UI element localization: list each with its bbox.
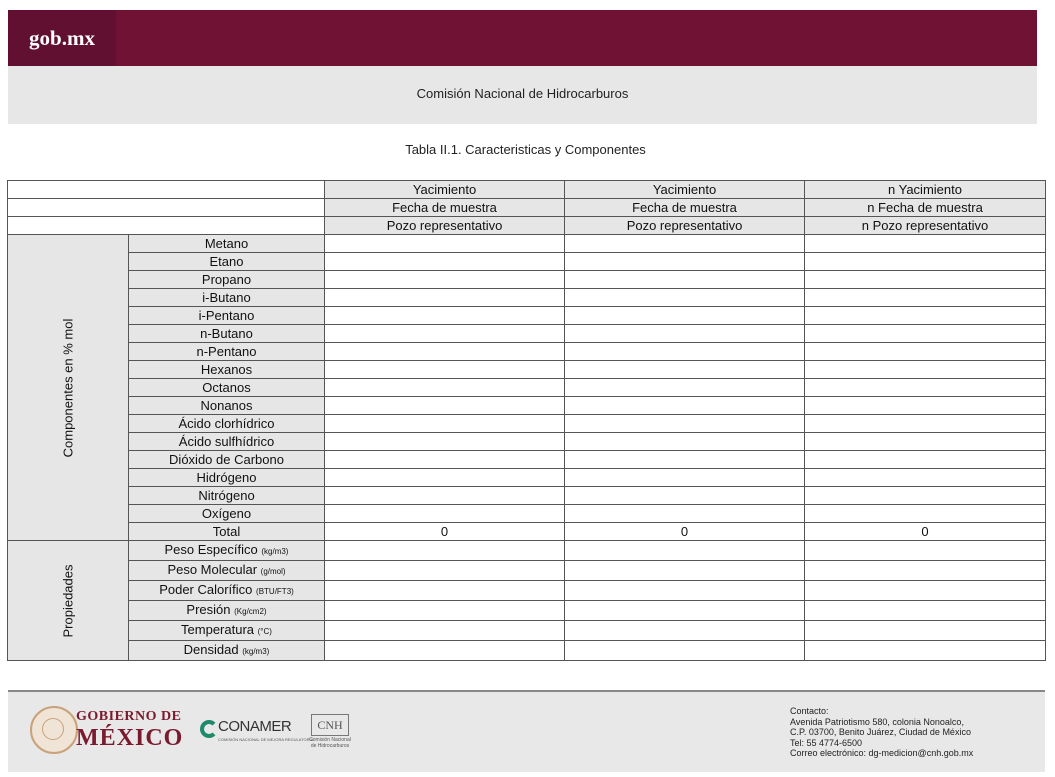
gobmx-logo[interactable]: gob.mx (8, 10, 116, 66)
property-name: Presión (186, 602, 231, 617)
header-yacimiento-cell: Yacimiento (325, 181, 565, 199)
property-value-cell[interactable] (805, 561, 1046, 581)
contact-label: Contacto: (790, 706, 829, 716)
component-row (8, 451, 1046, 469)
cnh-logo: CNH (311, 714, 349, 736)
institution-name: Comisión Nacional de Hidrocarburos (8, 66, 1037, 124)
component-value-cell[interactable] (565, 235, 805, 253)
component-value-cell[interactable] (805, 235, 1046, 253)
component-value-cell[interactable] (565, 433, 805, 451)
header-row-yacimiento (8, 181, 1046, 199)
component-value-cell[interactable] (325, 361, 565, 379)
property-name: Peso Molecular (167, 562, 258, 577)
property-value-cell[interactable] (805, 581, 1046, 601)
component-name: Ácido sulfhídrico (129, 433, 325, 451)
header-fecha-cell: Fecha de muestra (325, 199, 565, 217)
component-name: Metano (129, 235, 325, 253)
property-value-cell[interactable] (805, 541, 1046, 561)
header-pozo-cell: n Pozo representativo (805, 217, 1046, 235)
property-unit: (kg/m3) (261, 547, 289, 556)
property-value-cell[interactable] (565, 641, 805, 661)
cnh-subtitle: Comisión Nacional de Hidrocarburos (309, 737, 351, 749)
component-row (8, 343, 1046, 361)
property-value-cell[interactable] (325, 541, 565, 561)
total-row (8, 523, 1046, 541)
component-row (8, 253, 1046, 271)
property-name-cell (129, 581, 325, 601)
component-row (8, 379, 1046, 397)
components-group-text: Componentes en % mol (60, 318, 76, 457)
component-value-cell[interactable] (565, 361, 805, 379)
component-value-cell[interactable] (325, 415, 565, 433)
component-value-cell[interactable] (805, 451, 1046, 469)
property-name: Temperatura (181, 622, 255, 637)
footer (8, 690, 1045, 772)
property-row (8, 601, 1046, 621)
property-row (8, 561, 1046, 581)
property-row (8, 581, 1046, 601)
component-value-cell[interactable] (805, 343, 1046, 361)
component-value-cell[interactable] (565, 415, 805, 433)
component-value-cell[interactable] (565, 487, 805, 505)
component-name: Octanos (129, 379, 325, 397)
component-value-cell[interactable] (565, 271, 805, 289)
component-value-cell[interactable] (805, 289, 1046, 307)
property-name: Densidad (183, 642, 239, 657)
component-value-cell[interactable] (805, 505, 1046, 523)
component-value-cell[interactable] (565, 397, 805, 415)
component-value-cell[interactable] (325, 271, 565, 289)
components-group-label (8, 235, 129, 541)
property-name-cell (129, 561, 325, 581)
property-value-cell[interactable] (565, 581, 805, 601)
component-value-cell[interactable] (805, 397, 1046, 415)
component-value-cell[interactable] (325, 505, 565, 523)
component-value-cell[interactable] (325, 487, 565, 505)
component-value-cell[interactable] (565, 253, 805, 271)
component-name: Propano (129, 271, 325, 289)
component-value-cell[interactable] (565, 325, 805, 343)
property-value-cell[interactable] (325, 561, 565, 581)
property-value-cell[interactable] (805, 621, 1046, 641)
component-name: Nonanos (129, 397, 325, 415)
component-name: Nitrógeno (129, 487, 325, 505)
property-unit: (g/mol) (260, 567, 286, 576)
property-value-cell[interactable] (325, 641, 565, 661)
property-name-cell (129, 541, 325, 561)
property-name: Poder Calorífico (159, 582, 253, 597)
conamer-subtitle: COMISIÓN NACIONAL DE MEJORA REGULATORIA (218, 737, 314, 742)
component-value-cell[interactable] (565, 307, 805, 325)
component-name: n-Pentano (129, 343, 325, 361)
component-row (8, 433, 1046, 451)
conamer-logo: CONAMER (218, 718, 292, 735)
component-value-cell[interactable] (325, 307, 565, 325)
header-row-fecha (8, 199, 1046, 217)
properties-group-text: Propiedades (60, 564, 76, 637)
component-name: Hexanos (129, 361, 325, 379)
property-unit: (Kg/cm2) (234, 607, 267, 616)
top-bar (8, 10, 1037, 66)
property-name-cell (129, 601, 325, 621)
component-row (8, 487, 1046, 505)
component-name: Oxígeno (129, 505, 325, 523)
component-value-cell[interactable] (565, 289, 805, 307)
component-value-cell[interactable] (325, 253, 565, 271)
component-name: n-Butano (129, 325, 325, 343)
property-value-cell[interactable] (565, 561, 805, 581)
component-value-cell[interactable] (325, 379, 565, 397)
component-value-cell[interactable] (325, 343, 565, 361)
component-value-cell[interactable] (325, 397, 565, 415)
table-title: Tabla II.1. Caracteristicas y Componentes (405, 142, 646, 157)
property-row (8, 641, 1046, 661)
component-value-cell[interactable] (805, 487, 1046, 505)
total-value-cell: 0 (565, 523, 805, 541)
component-value-cell[interactable] (325, 469, 565, 487)
property-name-cell (129, 641, 325, 661)
property-value-cell[interactable] (325, 621, 565, 641)
properties-group-label (8, 541, 129, 661)
contact-address: Avenida Patriotismo 580, colonia Nonoalco, (790, 716, 964, 727)
contact-email[interactable]: Correo electrónico: dg-medicion@cnh.gob.mx (790, 748, 974, 759)
property-name-cell (129, 621, 325, 641)
component-value-cell[interactable] (565, 343, 805, 361)
national-seal-icon (30, 706, 78, 754)
component-value-cell[interactable] (325, 451, 565, 469)
component-value-cell[interactable] (805, 469, 1046, 487)
component-value-cell[interactable] (805, 379, 1046, 397)
total-value-cell: 0 (805, 523, 1046, 541)
header-blank-cell (8, 217, 325, 235)
component-value-cell[interactable] (325, 325, 565, 343)
total-label: Total (129, 523, 325, 541)
component-row (8, 505, 1046, 523)
header-yacimiento-cell: n Yacimiento (805, 181, 1046, 199)
property-value-cell[interactable] (325, 581, 565, 601)
component-row (8, 289, 1046, 307)
component-value-cell[interactable] (565, 469, 805, 487)
component-name: Dióxido de Carbono (129, 451, 325, 469)
component-row (8, 469, 1046, 487)
header-row-pozo (8, 217, 1046, 235)
component-value-cell[interactable] (805, 271, 1046, 289)
component-value-cell[interactable] (805, 361, 1046, 379)
header-pozo-cell: Pozo representativo (565, 217, 805, 235)
contact-info (790, 706, 973, 759)
component-row (8, 235, 1046, 253)
component-value-cell[interactable] (565, 451, 805, 469)
property-row (8, 621, 1046, 641)
property-unit: (kg/m3) (242, 647, 270, 656)
contact-phone: Tel: 55 4774-6500 (790, 737, 863, 748)
property-value-cell[interactable] (565, 621, 805, 641)
component-row (8, 397, 1046, 415)
property-value-cell[interactable] (805, 641, 1046, 661)
component-value-cell[interactable] (805, 253, 1046, 271)
component-name: Ácido clorhídrico (129, 415, 325, 433)
header-fecha-cell: n Fecha de muestra (805, 199, 1046, 217)
component-value-cell[interactable] (565, 379, 805, 397)
component-value-cell[interactable] (805, 325, 1046, 343)
property-name: Peso Específico (164, 542, 258, 557)
component-name: Hidrógeno (129, 469, 325, 487)
component-value-cell[interactable] (325, 235, 565, 253)
component-name: Etano (129, 253, 325, 271)
component-value-cell[interactable] (325, 289, 565, 307)
component-value-cell[interactable] (565, 505, 805, 523)
component-value-cell[interactable] (805, 307, 1046, 325)
characteristics-table (7, 180, 1046, 661)
header-yacimiento-cell: Yacimiento (565, 181, 805, 199)
property-value-cell[interactable] (565, 601, 805, 621)
component-row (8, 361, 1046, 379)
header-blank-cell (8, 199, 325, 217)
property-value-cell[interactable] (805, 601, 1046, 621)
property-value-cell[interactable] (325, 601, 565, 621)
conamer-icon (200, 720, 218, 738)
header-blank-cell (8, 181, 325, 199)
property-value-cell[interactable] (565, 541, 805, 561)
property-row (8, 541, 1046, 561)
component-name: i-Pentano (129, 307, 325, 325)
component-value-cell[interactable] (325, 433, 565, 451)
component-row (8, 325, 1046, 343)
component-value-cell[interactable] (805, 433, 1046, 451)
property-unit: (°C) (257, 627, 272, 636)
property-unit: (BTU/FT3) (256, 587, 294, 596)
component-value-cell[interactable] (805, 415, 1046, 433)
component-row (8, 415, 1046, 433)
contact-city: C.P. 03700, Benito Juárez, Ciudad de México (790, 727, 971, 738)
header-pozo-cell: Pozo representativo (325, 217, 565, 235)
header-fecha-cell: Fecha de muestra (565, 199, 805, 217)
gobierno-de-mexico-logo: GOBIERNO DE MÉXICO (76, 709, 184, 751)
total-value-cell: 0 (325, 523, 565, 541)
component-name: i-Butano (129, 289, 325, 307)
component-row (8, 307, 1046, 325)
component-row (8, 271, 1046, 289)
